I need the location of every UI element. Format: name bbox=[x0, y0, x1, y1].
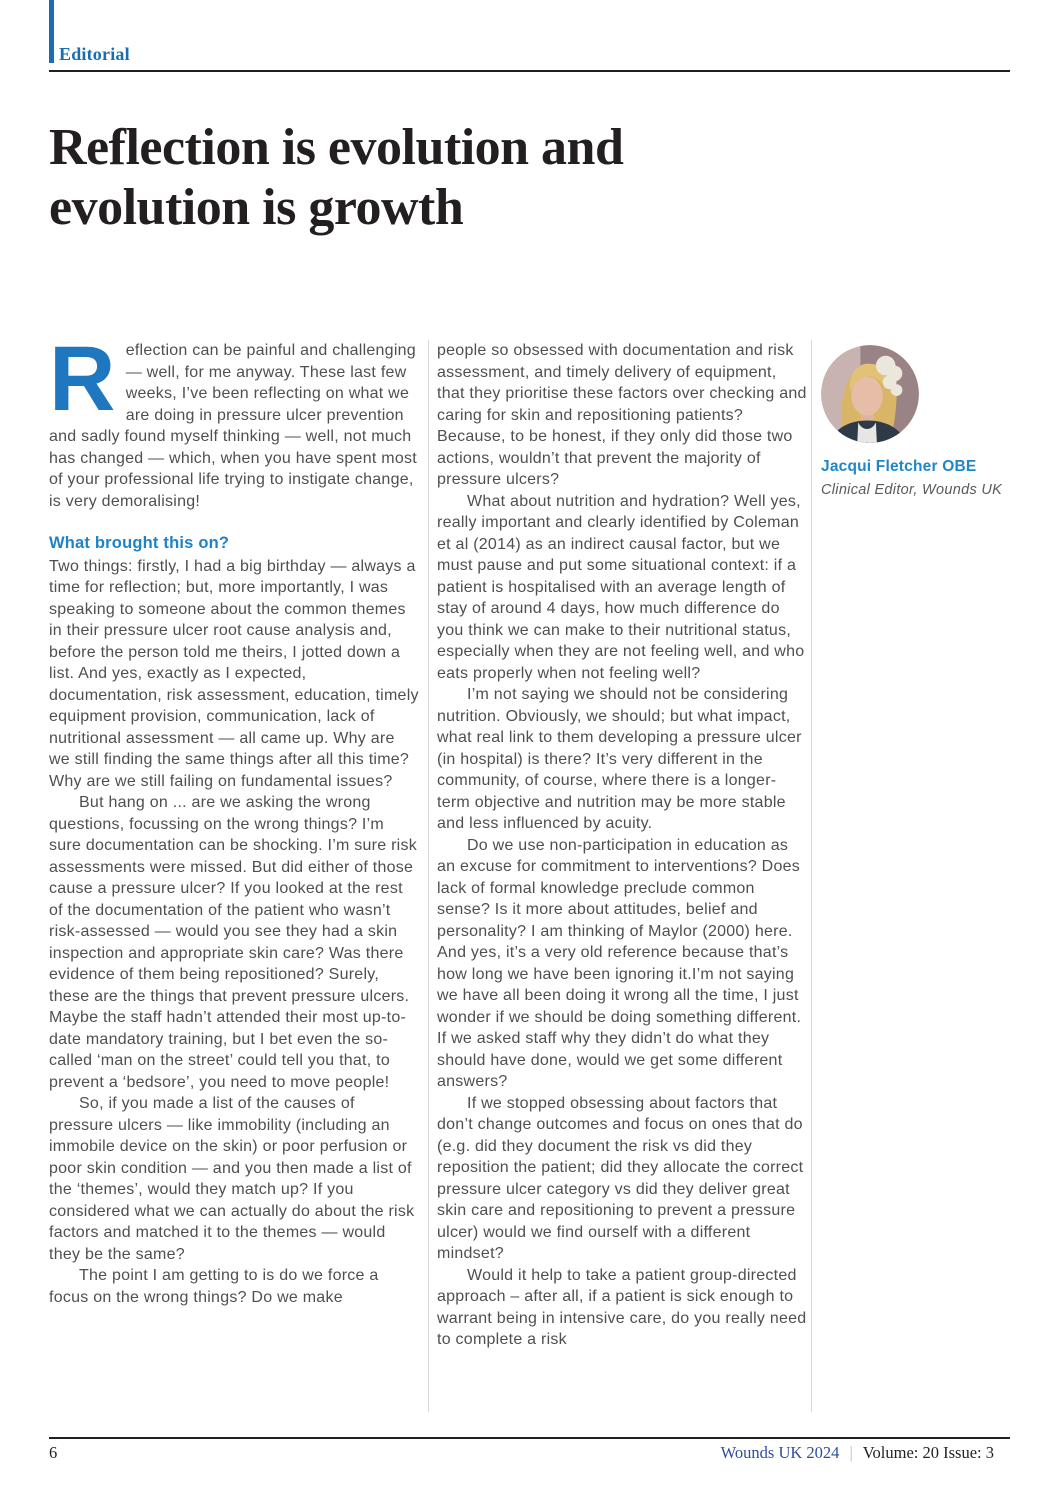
paragraph: So, if you made a list of the causes of pressure ulcers — like immobility (including an immobile device on the skin) or poor perfusion or poor skin condition — and you then made a list of the ‘themes’, would they match up? If you considered what we can actually do about the risk factors and matched it to the themes — would they be the same? bbox=[49, 1095, 415, 1263]
paragraph: Two things: firstly, I had a big birthday — always a time for reflection; but, more importantly, I was speaking to someone about the common themes in their pressure ulcer root cause analysis and, before the person told me theirs, I jotted down a list. And yes, exactly as I expected, documentation, risk assessment, education, timely equipment provision, communication, lack of nutritional assessment — all came up. Why are we still finding the same things after all this time? Why are we still failing on fundamental issues? bbox=[49, 557, 419, 790]
paragraph: But hang on ... are we asking the wrong questions, focussing on the wrong things? I’m sure documentation can be shocking. I’m sure risk assessments were missed. But did either of those cause a pressure ulcer? If you looked at the rest of the documentation of the patient who wasn’t risk-assessed — would you see they had a skin inspection and appropriate skin care? Was there evidence of them being repositioned? Surely, these are the things that prevent pressure ulcers. Maybe the staff hadn’t attended their most up-to-date mandatory training, but I bet even the so-called ‘man on the street’ could tell you that, to prevent a ‘bedsore’, you need to move people! bbox=[49, 794, 417, 1091]
author-name: Jacqui Fletcher OBE bbox=[821, 458, 977, 475]
footer-separator: | bbox=[849, 1443, 853, 1462]
title-line-1: Reflection is evolution and bbox=[49, 119, 624, 176]
issue-info: Volume: 20 Issue: 3 bbox=[862, 1443, 994, 1462]
paragraph: Would it help to take a patient group-directed approach – after all, if a patient is sick enough to warrant being in intensive care, do you really need to complete a risk bbox=[437, 1266, 807, 1348]
author-photo bbox=[821, 345, 919, 443]
paragraph: The point I am getting to is do we force a focus on the wrong things? Do we make bbox=[49, 1267, 379, 1306]
journal-brand: Wounds UK 2024 bbox=[720, 1443, 840, 1462]
paragraph: If we stopped obsessing about factors that don’t change outcomes and focus on ones that do (e.g. did they document the risk vs did they reposition the patient; did they allocate the correct pressure ulcer category vs did they deliver great skin care and repositioning to prevent a pressure ulcer) would we find ourself with a different mindset? bbox=[437, 1094, 804, 1262]
author-role: Clinical Editor, Wounds UK bbox=[821, 482, 1003, 498]
paragraph: Do we use non-participation in education as an excuse for commitment to interventions? Does lack of formal knowledge preclude common sense? Is it more about attitudes, belief and personality? I am thinking of Maylor (2000) here. And yes, it’s a very old reference because that’s how long we have been ignoring it.I’m not saying we have all been doing it wrong all the time, I just wonder if we should be doing something different. If we asked staff why they didn’t do what they should have done, would we get some different answers? bbox=[437, 836, 802, 1090]
header-rule bbox=[49, 70, 1010, 72]
paragraph: people so obsessed with documentation and risk assessment, and timely delivery of equipment, that they prioritise these factors over checking and caring for skin and repositioning patients? Because, to be honest, if they only did those two actions, wouldn’t that prevent the majority of pressure ulcers? bbox=[437, 342, 807, 488]
article-columns bbox=[49, 328, 1010, 1412]
title-line-2: evolution is growth bbox=[49, 179, 464, 236]
page-footer bbox=[49, 1437, 1010, 1463]
section-heading: What brought this on? bbox=[49, 534, 230, 552]
page-title bbox=[49, 118, 1010, 238]
kicker-bar bbox=[49, 0, 54, 63]
paragraph: What about nutrition and hydration? Well yes, really important and clearly identified by Coleman et al (2014) as an indirect causal factor, but we must pause and put some situational context: if a patient is hospitalised with an average length of stay of around 4 days, how much difference do you think we can make to their nutritional status, especially when they are not feeling well, and who eats properly when not feeling well? bbox=[437, 492, 805, 682]
footer-journal-info bbox=[721, 1443, 1010, 1463]
page-number: 6 bbox=[49, 1443, 58, 1462]
sidebar bbox=[812, 340, 1010, 1412]
paragraph: I’m not saying we should not be considering nutrition. Obviously, we should; but what impact, what real link to them developing a pressure ulcer (in hospital) is there? It’s very different in the community, of course, where there is a longer-term objective and nutrition may be more stable and less influenced by acuity. bbox=[437, 686, 802, 832]
paragraph bbox=[49, 328, 420, 512]
column-divider bbox=[428, 340, 429, 1412]
column-right bbox=[437, 340, 808, 1412]
kicker bbox=[49, 0, 1010, 63]
paragraph-text: eflection can be painful and challenging — well, for me anyway. These last few weeks, I’ve been reflecting on what we are doing in pressure ulcer prevention and sadly found myself thinking — well, not much has changed — which, when you have spent most of your professional life trying to instigate change, is very demoralising! bbox=[49, 342, 417, 510]
drop-cap: R bbox=[49, 328, 116, 430]
kicker-label: Editorial bbox=[59, 44, 130, 64]
column-left bbox=[49, 328, 420, 1412]
